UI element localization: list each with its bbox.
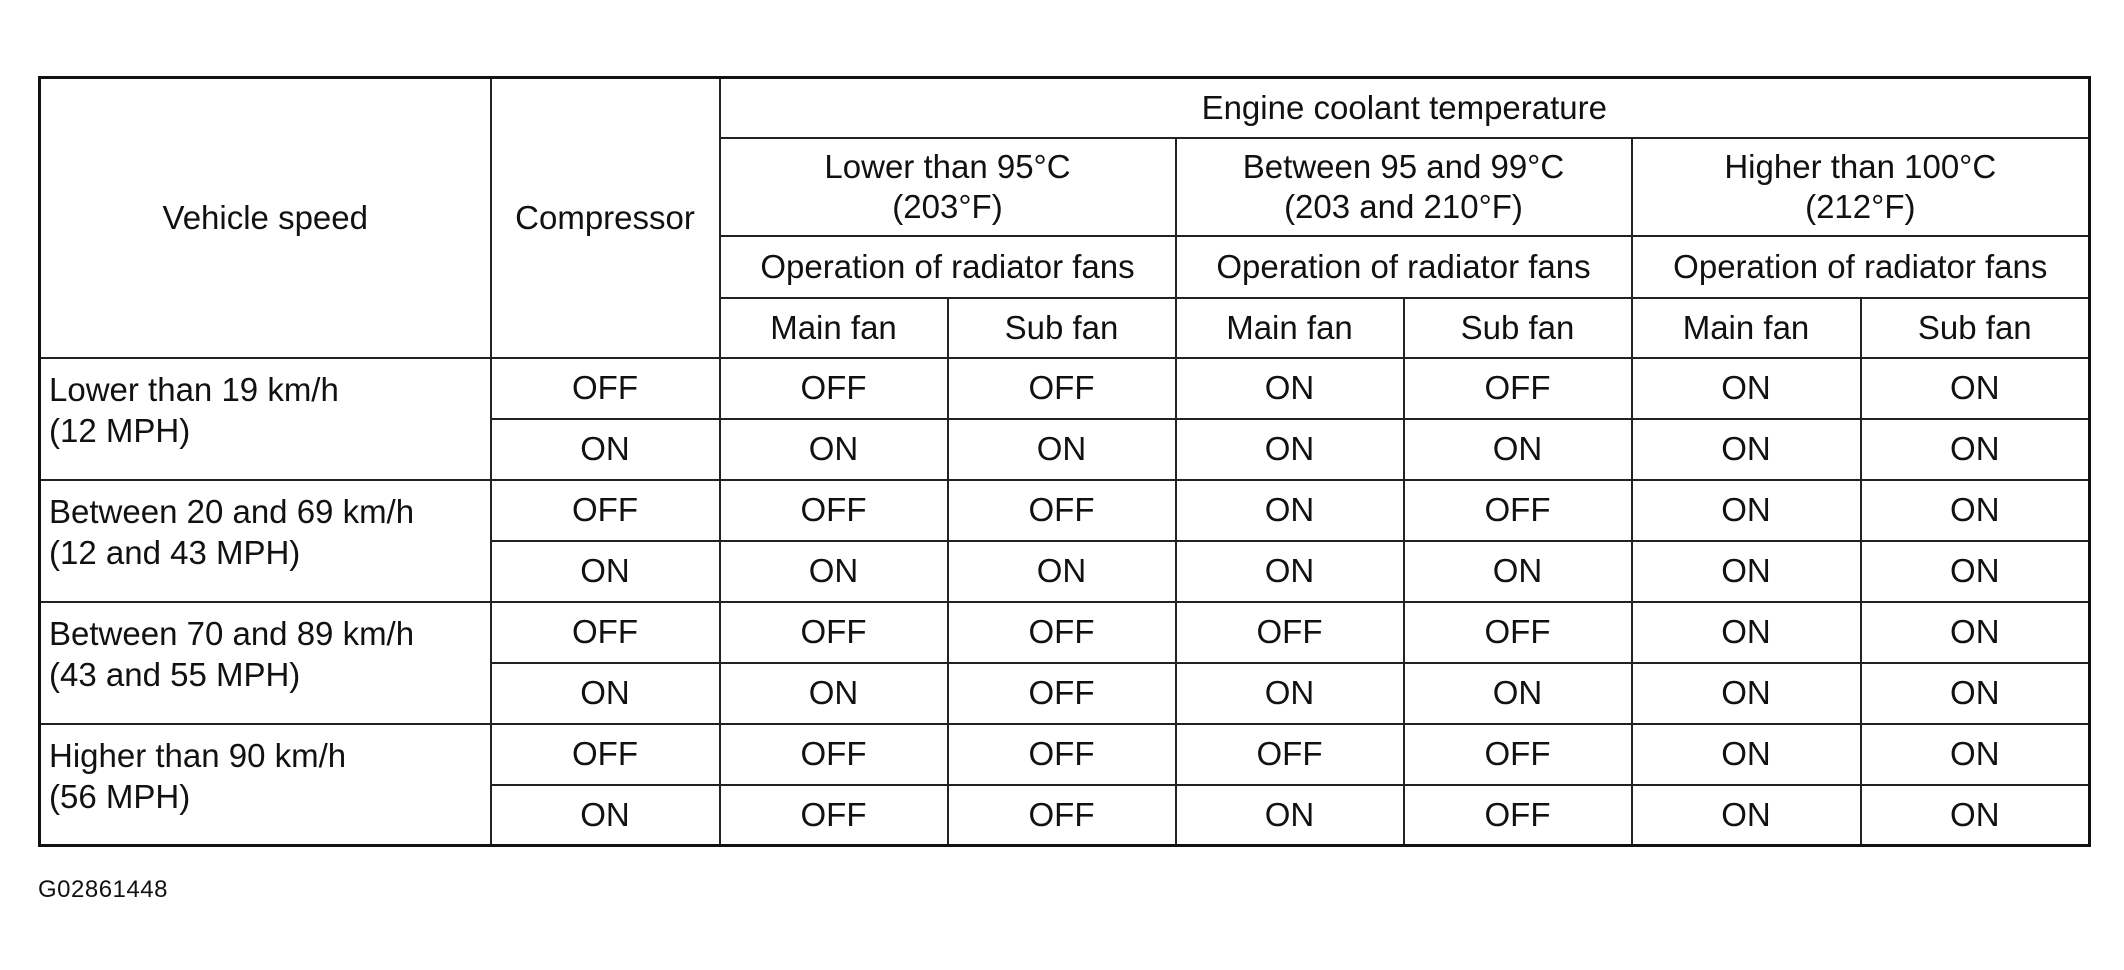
- fan-state-cell: ON: [1404, 419, 1632, 480]
- operation-label-high: Operation of radiator fans: [1632, 236, 2090, 298]
- table-row: [40, 602, 2090, 663]
- main-fan-header-low: Main fan: [720, 298, 948, 358]
- fan-state-cell: ON: [1861, 785, 2090, 846]
- fan-state-cell: ON: [1632, 724, 1861, 785]
- fan-state-cell: ON: [1632, 602, 1861, 663]
- fan-state-cell: OFF: [948, 663, 1176, 724]
- speed-line2: (56 MPH): [49, 777, 191, 815]
- temp-range-high-line2: (212°F): [1805, 187, 1916, 225]
- fan-state-cell: ON: [1176, 785, 1404, 846]
- vehicle-speed-cell: [40, 602, 491, 724]
- fan-state-cell: ON: [1861, 724, 2090, 785]
- fan-state-cell: ON: [1632, 419, 1861, 480]
- speed-line1: Higher than 90 km/h: [49, 736, 347, 774]
- vehicle-speed-cell: [40, 358, 491, 480]
- compressor-cell: ON: [491, 541, 720, 602]
- speed-line1: Between 20 and 69 km/h: [49, 492, 415, 530]
- fan-state-cell: ON: [720, 663, 948, 724]
- compressor-cell: OFF: [491, 358, 720, 419]
- speed-line2: (12 MPH): [49, 411, 191, 449]
- fan-state-cell: ON: [1176, 541, 1404, 602]
- fan-state-cell: OFF: [1404, 358, 1632, 419]
- fan-state-cell: ON: [1861, 480, 2090, 541]
- fan-state-cell: ON: [1176, 358, 1404, 419]
- figure-code: G02861448: [38, 876, 168, 903]
- sub-fan-header-mid: Sub fan: [1404, 298, 1632, 358]
- fan-state-cell: OFF: [720, 602, 948, 663]
- compressor-header: Compressor: [491, 78, 720, 358]
- compressor-cell: ON: [491, 419, 720, 480]
- fan-state-cell: OFF: [720, 724, 948, 785]
- vehicle-speed-header: Vehicle speed: [40, 78, 491, 358]
- temp-range-header-high: [1632, 138, 2090, 236]
- speed-line1: Lower than 19 km/h: [49, 370, 339, 408]
- fan-state-cell: ON: [1632, 480, 1861, 541]
- fan-state-cell: ON: [1861, 602, 2090, 663]
- temp-range-low-line1: Lower than 95°C: [824, 147, 1071, 185]
- fan-state-cell: OFF: [1176, 602, 1404, 663]
- radiator-fan-table-wrapper: [38, 76, 2088, 847]
- sub-fan-header-high: Sub fan: [1861, 298, 2090, 358]
- fan-state-cell: ON: [1861, 358, 2090, 419]
- fan-state-cell: ON: [1404, 541, 1632, 602]
- compressor-cell: OFF: [491, 480, 720, 541]
- table-row: [40, 358, 2090, 419]
- engine-coolant-temperature-header: Engine coolant temperature: [720, 78, 2090, 138]
- temp-range-header-mid: [1176, 138, 1632, 236]
- radiator-fan-operation-table: [38, 76, 2091, 847]
- fan-state-cell: ON: [1632, 541, 1861, 602]
- fan-state-cell: OFF: [948, 480, 1176, 541]
- temp-range-header-low: [720, 138, 1176, 236]
- table-row: [40, 724, 2090, 785]
- fan-state-cell: OFF: [1404, 724, 1632, 785]
- fan-state-cell: OFF: [1404, 480, 1632, 541]
- fan-state-cell: ON: [1176, 480, 1404, 541]
- fan-state-cell: OFF: [720, 480, 948, 541]
- temp-range-mid-line2: (203 and 210°F): [1284, 187, 1523, 225]
- fan-state-cell: ON: [720, 419, 948, 480]
- fan-state-cell: ON: [1632, 785, 1861, 846]
- temp-range-low-line2: (203°F): [892, 187, 1003, 225]
- operation-label-low: Operation of radiator fans: [720, 236, 1176, 298]
- table-row: [40, 480, 2090, 541]
- fan-state-cell: ON: [1632, 358, 1861, 419]
- fan-state-cell: ON: [1176, 419, 1404, 480]
- fan-state-cell: OFF: [720, 785, 948, 846]
- fan-state-cell: OFF: [1176, 724, 1404, 785]
- fan-state-cell: ON: [1176, 663, 1404, 724]
- operation-label-mid: Operation of radiator fans: [1176, 236, 1632, 298]
- fan-state-cell: ON: [1632, 663, 1861, 724]
- fan-state-cell: ON: [948, 541, 1176, 602]
- fan-state-cell: ON: [1861, 663, 2090, 724]
- fan-state-cell: ON: [948, 419, 1176, 480]
- fan-state-cell: OFF: [948, 724, 1176, 785]
- fan-state-cell: OFF: [1404, 602, 1632, 663]
- main-fan-header-high: Main fan: [1632, 298, 1861, 358]
- speed-line2: (43 and 55 MPH): [49, 655, 301, 693]
- fan-state-cell: ON: [720, 541, 948, 602]
- fan-state-cell: ON: [1404, 663, 1632, 724]
- compressor-cell: OFF: [491, 602, 720, 663]
- fan-state-cell: OFF: [948, 785, 1176, 846]
- compressor-cell: ON: [491, 663, 720, 724]
- speed-line1: Between 70 and 89 km/h: [49, 614, 415, 652]
- main-fan-header-mid: Main fan: [1176, 298, 1404, 358]
- speed-line2: (12 and 43 MPH): [49, 533, 301, 571]
- temp-range-mid-line1: Between 95 and 99°C: [1242, 147, 1565, 185]
- fan-state-cell: OFF: [948, 358, 1176, 419]
- temp-range-high-line1: Higher than 100°C: [1724, 147, 1997, 185]
- fan-state-cell: ON: [1861, 541, 2090, 602]
- fan-state-cell: OFF: [948, 602, 1176, 663]
- fan-state-cell: OFF: [720, 358, 948, 419]
- sub-fan-header-low: Sub fan: [948, 298, 1176, 358]
- fan-state-cell: OFF: [1404, 785, 1632, 846]
- vehicle-speed-cell: [40, 724, 491, 846]
- compressor-cell: OFF: [491, 724, 720, 785]
- vehicle-speed-cell: [40, 480, 491, 602]
- fan-state-cell: ON: [1861, 419, 2090, 480]
- compressor-cell: ON: [491, 785, 720, 846]
